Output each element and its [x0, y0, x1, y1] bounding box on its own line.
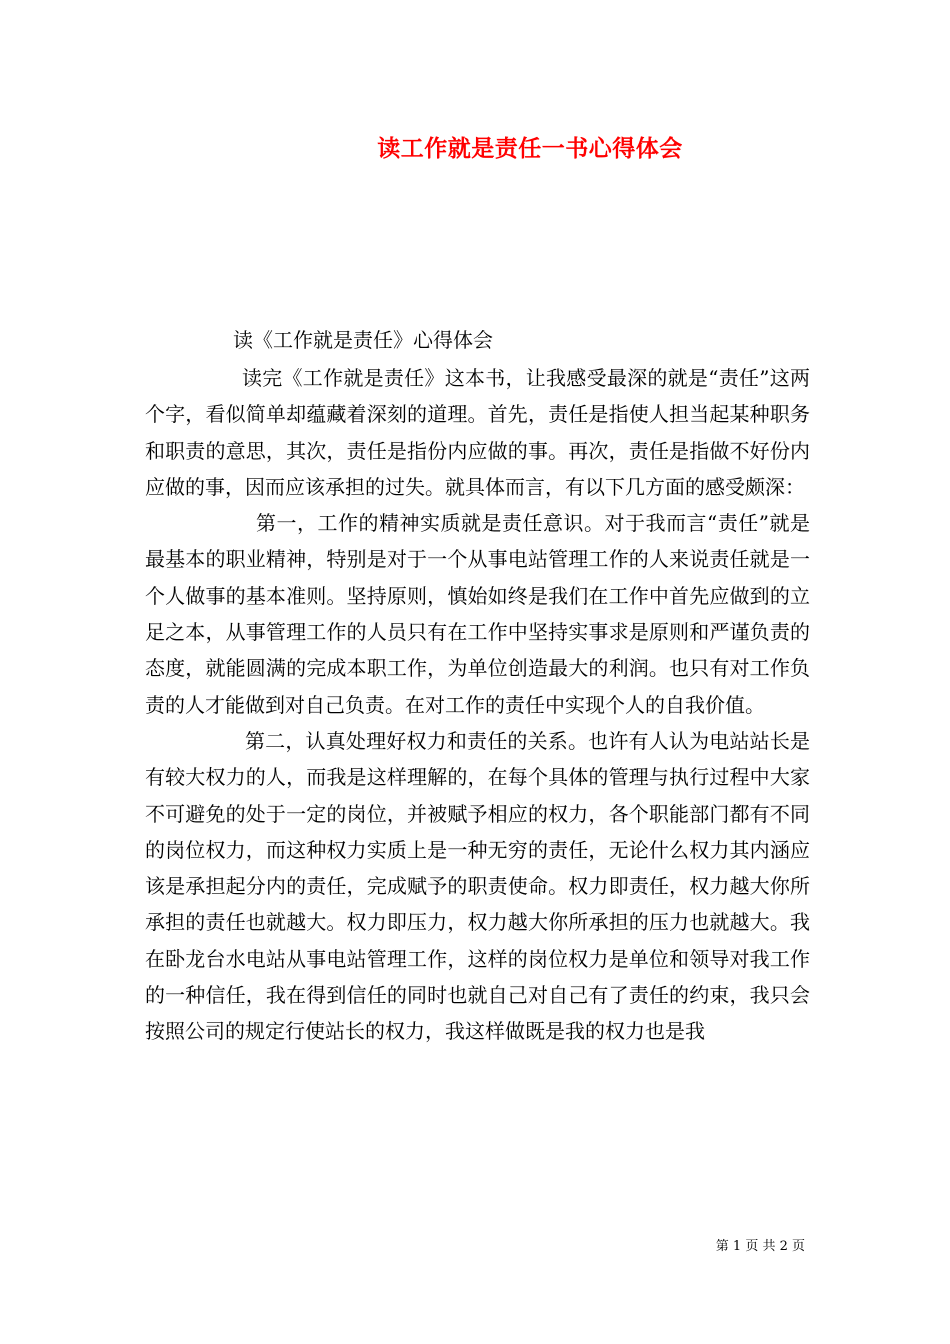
paragraph-1: 读完《工作就是责任》这本书，让我感受最深的就是“责任”这两个字，看似简单却蕴藏着深刻的道理。首先，责任是指使人担当起某种职务和职责的意思，其次，责任是指份内应做的事。再次，责任是指做不好份内应做的事，因而应该承担的过失。就具体而言，有以下几方面的感受颇深：	[145, 366, 810, 499]
document-title: 读工作就是责任一书心得体会	[377, 135, 683, 162]
page-footer: 第 1 页 共 2 页	[715, 1239, 805, 1254]
paragraph-3: 第二，认真处理好权力和责任的关系。也许有人认为电站站长是有较大权力的人，而我是这样理解的，在每个具体的管理与执行过程中大家不可避免的处于一定的岗位，并被赋予相应的权力，各个职能部门都有不同的岗位权力，而这种权力实质上是一种无穷的责任，无论什么权力其内涵应该是承担起分内的责任，完成赋予的职责使命。权力即责任，权力越大你所承担的责任也就越大。权力即压力，权力越大你所承担的压力也就越大。我在卧龙台水电站从事电站管理工作，这样的岗位权力是单位和领导对我工作的一种信任，我在得到信任的同时也就自己对自己有了责任的约束，我只会按照公司的规定行使站长的权力，我这样做既是我的权力也是我	[145, 728, 810, 1044]
document-subtitle: 读《工作就是责任》心得体会	[233, 328, 493, 352]
document-body	[145, 360, 810, 1050]
paragraph-2: 第一，工作的精神实质就是责任意识。对于我而言“责任”就是最基本的职业精神，特别是对于一个从事电站管理工作的人来说责任就是一个人做事的基本准则。坚持原则，慎始如终是我们在工作中首先应做到的立足之本，从事管理工作的人员只有在工作中坚持实事求是原则和严谨负责的态度，就能圆满的完成本职工作，为单位创造最大的利润。也只有对工作负责的人才能做到对自己负责。在对工作的责任中实现个人的自我价值。	[145, 511, 810, 717]
